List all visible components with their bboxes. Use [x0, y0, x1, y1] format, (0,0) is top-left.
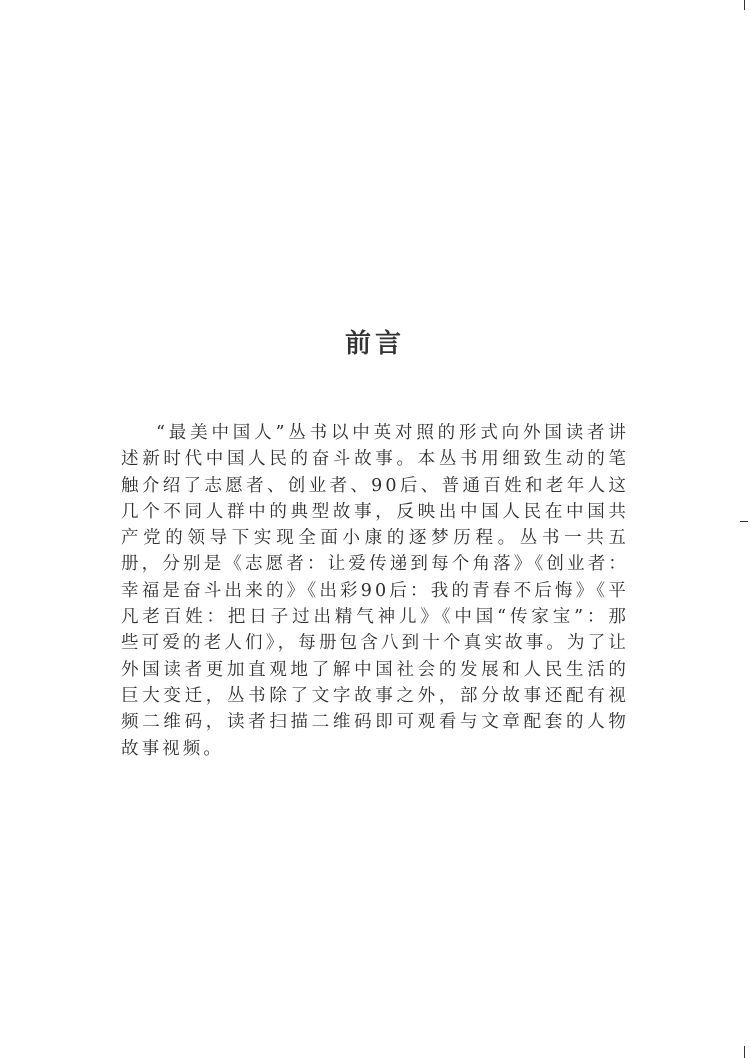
crop-mark-bottom — [744, 1046, 745, 1058]
page-title: 前言 — [344, 329, 405, 360]
crop-mark-top — [744, 0, 745, 10]
preface-paragraph: “最美中国人”丛书以中英对照的形式向外国读者讲述新时代中国人民的奋斗故事。本丛书用细致生动的笔触介绍了志愿者、创业者、90后、普通百姓和老年人这几个不同人群中的典型故事，反映出中国人民在中国共产党的领导下实现全面小康的逐梦历程。丛书一共五册，分别是《志愿者：让爱传递到每个角落》《创业者：幸福是奋斗出来的》《出彩90后：我的青春不后悔》《平凡老百姓：把日子过出精气神儿》《中国“传家宝”：那些可爱的老人们》，每册包含八到十个真实故事。为了让外国读者更加直观地了解中国社会的发展和人民生活的巨大变迁，丛书除了文字故事之外，部分故事还配有视频二维码，读者扫描二维码即可观看与文章配套的人物故事视频。 — [121, 423, 629, 759]
crop-mark-middle — [740, 521, 748, 522]
